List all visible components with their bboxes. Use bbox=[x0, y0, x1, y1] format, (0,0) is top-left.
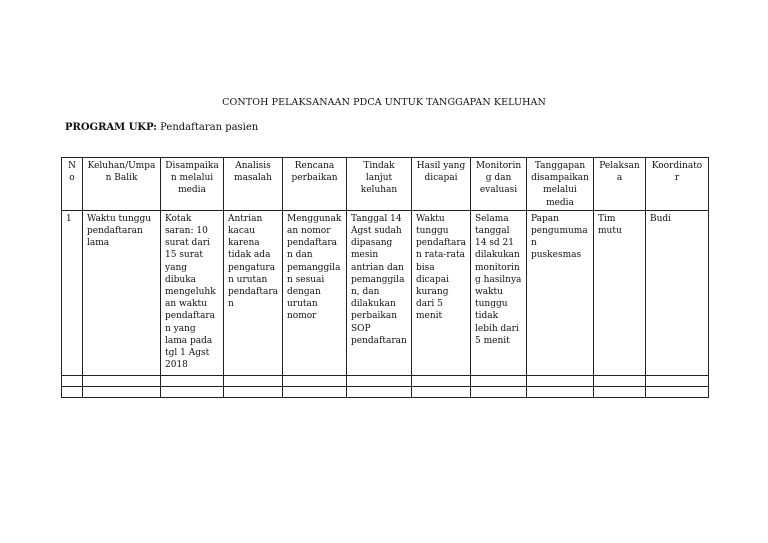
empty-cell bbox=[62, 386, 83, 397]
empty-cell bbox=[283, 375, 347, 386]
table-cell: Budi bbox=[646, 210, 709, 375]
header-keluhan: Keluhan/Umpan Balik bbox=[83, 158, 161, 211]
empty-row bbox=[62, 375, 709, 386]
table-cell: Kotak saran: 10 surat dari 15 surat yang dibuka mengeluhkan waktu pendaftaran yang lama pada tgl 1 Agst 2018 bbox=[161, 210, 224, 375]
empty-cell bbox=[527, 375, 594, 386]
empty-cell bbox=[83, 375, 161, 386]
program-label: PROGRAM UKP: bbox=[65, 122, 157, 133]
header-row bbox=[62, 158, 709, 211]
table-cell: Tanggal 14 Agst sudah dipasang mesin antrian dan pemanggilan, dan dilakukan perbaikan SOP pendaftaran bbox=[347, 210, 412, 375]
empty-cell bbox=[347, 386, 412, 397]
header-rencana: Rencana perbaikan bbox=[283, 158, 347, 211]
empty-cell bbox=[594, 375, 646, 386]
empty-cell bbox=[83, 386, 161, 397]
table-row bbox=[62, 210, 709, 375]
empty-cell bbox=[347, 375, 412, 386]
empty-cell bbox=[412, 386, 471, 397]
header-pelaksana: Pelaksana bbox=[594, 158, 646, 211]
table-cell: Selama tanggal 14 sd 21 dilakukan monitoring hasilnya waktu tunggu tidak lebih dari 5 menit bbox=[471, 210, 527, 375]
empty-cell bbox=[224, 375, 283, 386]
empty-cell bbox=[646, 386, 709, 397]
empty-row bbox=[62, 386, 709, 397]
table-cell: Antrian kacau karena tidak ada pengaturan urutan pendaftaran bbox=[224, 210, 283, 375]
table-cell: Waktu tunggu pendaftaran lama bbox=[83, 210, 161, 375]
table-cell: 1 bbox=[62, 210, 83, 375]
pdca-table bbox=[61, 157, 709, 398]
empty-cell bbox=[646, 375, 709, 386]
header-no: No bbox=[62, 158, 83, 211]
header-analisis: Analisis masalah bbox=[224, 158, 283, 211]
empty-cell bbox=[527, 386, 594, 397]
header-monitoring: Monitoring dan evaluasi bbox=[471, 158, 527, 211]
empty-cell bbox=[471, 375, 527, 386]
empty-cell bbox=[283, 386, 347, 397]
empty-cell bbox=[224, 386, 283, 397]
empty-cell bbox=[594, 386, 646, 397]
empty-cell bbox=[62, 375, 83, 386]
empty-cell bbox=[161, 386, 224, 397]
header-koordinator: Koordinator bbox=[646, 158, 709, 211]
header-hasil: Hasil yang dicapai bbox=[412, 158, 471, 211]
table-cell: Tim mutu bbox=[594, 210, 646, 375]
program-value: Pendaftaran pasien bbox=[156, 122, 259, 133]
document-title: CONTOH PELAKSANAAN PDCA UNTUK TANGGAPAN KELUHAN bbox=[222, 97, 546, 108]
empty-cell bbox=[412, 375, 471, 386]
table-cell: Papan pengumuman puskesmas bbox=[527, 210, 594, 375]
header-tanggapan: Tanggapan disampaikan melalui media bbox=[527, 158, 594, 211]
table-cell: Waktu tunggu pendaftaran rata-rata bisa dicapai kurang dari 5 menit bbox=[412, 210, 471, 375]
header-media: Disampaikan melalui media bbox=[161, 158, 224, 211]
table-cell: Menggunakan nomor pendaftaran dan pemanggilan sesuai dengan urutan nomor bbox=[283, 210, 347, 375]
empty-cell bbox=[471, 386, 527, 397]
program-line bbox=[65, 122, 258, 133]
header-tindak-lanjut: Tindak lanjut keluhan bbox=[347, 158, 412, 211]
empty-cell bbox=[161, 375, 224, 386]
